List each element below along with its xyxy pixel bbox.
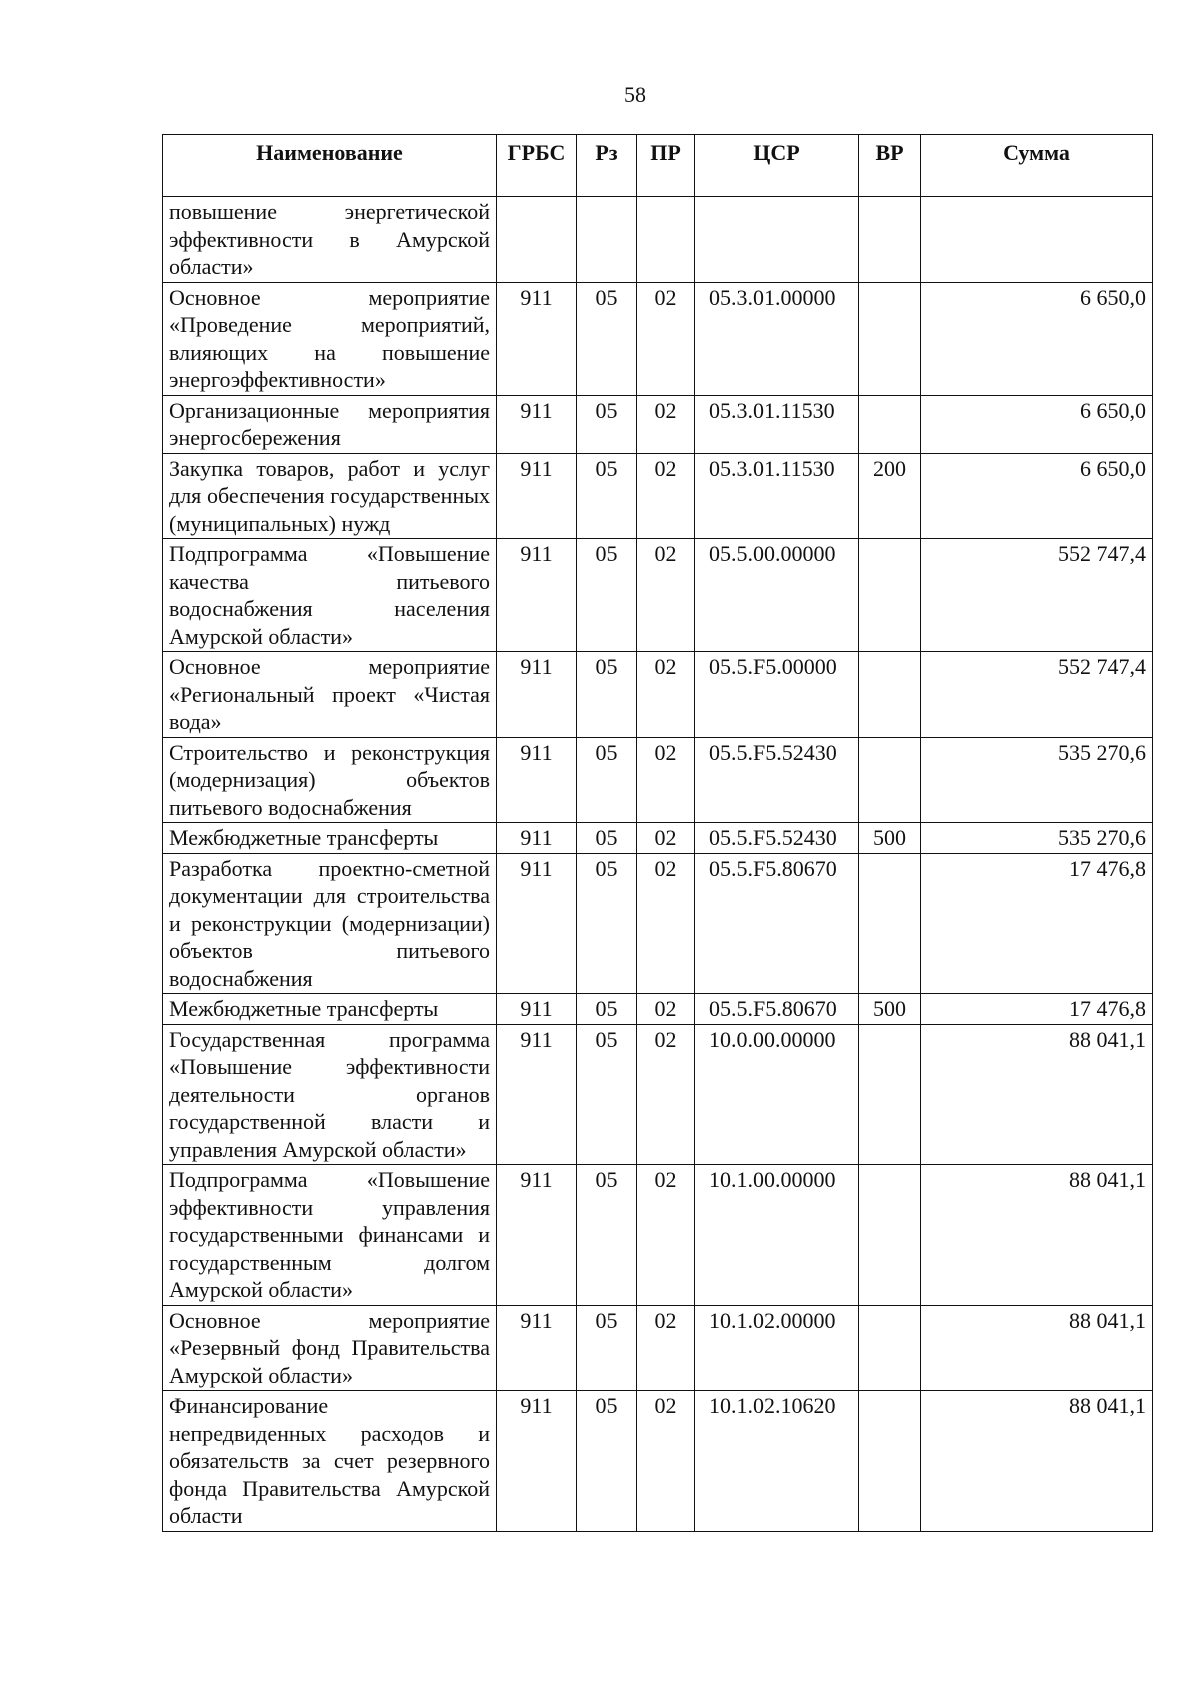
cell-csr: 10.1.02.10620 — [695, 1391, 859, 1532]
header-pr: ПР — [637, 135, 695, 197]
table-row — [163, 539, 1153, 652]
cell-pr: 02 — [637, 823, 695, 854]
cell-rz: 05 — [577, 539, 637, 652]
cell-name: Подпрограмма «Повышение качества питьевого водоснабжения населения Амурской области» — [163, 539, 497, 652]
cell-vr: 500 — [859, 823, 921, 854]
cell-pr — [637, 197, 695, 283]
cell-rz: 05 — [577, 282, 637, 395]
cell-grbs: 911 — [497, 1165, 577, 1306]
cell-grbs: 911 — [497, 737, 577, 823]
cell-rz: 05 — [577, 1165, 637, 1306]
cell-csr: 05.3.01.11530 — [695, 395, 859, 453]
cell-name: Основное мероприятие «Резервный фонд Правительства Амурской области» — [163, 1305, 497, 1391]
table-row — [163, 1391, 1153, 1532]
cell-grbs: 911 — [497, 1024, 577, 1165]
cell-grbs: 911 — [497, 395, 577, 453]
table-row — [163, 197, 1153, 283]
cell-vr — [859, 395, 921, 453]
cell-pr: 02 — [637, 994, 695, 1025]
header-name: Наименование — [163, 135, 497, 197]
cell-sum: 552 747,4 — [921, 539, 1153, 652]
cell-pr: 02 — [637, 737, 695, 823]
cell-pr: 02 — [637, 1165, 695, 1306]
cell-pr: 02 — [637, 1024, 695, 1165]
cell-pr: 02 — [637, 1305, 695, 1391]
cell-vr — [859, 539, 921, 652]
cell-csr: 05.3.01.00000 — [695, 282, 859, 395]
cell-grbs — [497, 197, 577, 283]
cell-vr: 200 — [859, 453, 921, 539]
cell-grbs: 911 — [497, 853, 577, 994]
cell-csr: 10.1.02.00000 — [695, 1305, 859, 1391]
cell-csr: 05.5.F5.80670 — [695, 994, 859, 1025]
cell-csr: 05.5.F5.52430 — [695, 737, 859, 823]
cell-grbs: 911 — [497, 282, 577, 395]
header-rz: Рз — [577, 135, 637, 197]
cell-pr: 02 — [637, 453, 695, 539]
cell-vr — [859, 1391, 921, 1532]
cell-pr: 02 — [637, 395, 695, 453]
cell-name: Государственная программа «Повышение эффективности деятельности органов государственной власти и управления Амурской области» — [163, 1024, 497, 1165]
cell-sum: 88 041,1 — [921, 1305, 1153, 1391]
table-row — [163, 652, 1153, 738]
cell-vr — [859, 282, 921, 395]
cell-name: Подпрограмма «Повышение эффективности управления государственными финансами и государственным долгом Амурской области» — [163, 1165, 497, 1306]
cell-rz: 05 — [577, 453, 637, 539]
cell-sum: 535 270,6 — [921, 737, 1153, 823]
cell-csr: 05.5.F5.52430 — [695, 823, 859, 854]
cell-sum: 535 270,6 — [921, 823, 1153, 854]
cell-pr: 02 — [637, 539, 695, 652]
cell-csr — [695, 197, 859, 283]
table-row — [163, 395, 1153, 453]
cell-vr — [859, 737, 921, 823]
cell-rz: 05 — [577, 853, 637, 994]
cell-name: Основное мероприятие «Проведение мероприятий, влияющих на повышение энергоэффективности» — [163, 282, 497, 395]
cell-grbs: 911 — [497, 453, 577, 539]
cell-pr: 02 — [637, 282, 695, 395]
cell-name: Межбюджетные трансферты — [163, 823, 497, 854]
cell-grbs: 911 — [497, 1305, 577, 1391]
cell-name: Финансирование непредвиденных расходов и обязательств за счет резервного фонда Правительства Амурской области — [163, 1391, 497, 1532]
cell-rz: 05 — [577, 652, 637, 738]
table-row — [163, 453, 1153, 539]
header-csr: ЦСР — [695, 135, 859, 197]
table-row — [163, 1305, 1153, 1391]
cell-name: Основное мероприятие «Региональный проект «Чистая вода» — [163, 652, 497, 738]
cell-csr: 05.3.01.11530 — [695, 453, 859, 539]
cell-csr: 05.5.F5.00000 — [695, 652, 859, 738]
table-row — [163, 853, 1153, 994]
cell-vr — [859, 197, 921, 283]
cell-rz — [577, 197, 637, 283]
cell-sum: 88 041,1 — [921, 1165, 1153, 1306]
cell-sum: 552 747,4 — [921, 652, 1153, 738]
cell-rz: 05 — [577, 1024, 637, 1165]
cell-sum: 88 041,1 — [921, 1391, 1153, 1532]
cell-name: Строительство и реконструкция (модернизация) объектов питьевого водоснабжения — [163, 737, 497, 823]
header-grbs: ГРБС — [497, 135, 577, 197]
cell-sum: 6 650,0 — [921, 453, 1153, 539]
cell-csr: 10.1.00.00000 — [695, 1165, 859, 1306]
cell-pr: 02 — [637, 1391, 695, 1532]
table-row — [163, 823, 1153, 854]
cell-rz: 05 — [577, 1305, 637, 1391]
cell-vr — [859, 1305, 921, 1391]
table-row — [163, 282, 1153, 395]
cell-rz: 05 — [577, 1391, 637, 1532]
cell-csr: 10.0.00.00000 — [695, 1024, 859, 1165]
cell-sum: 17 476,8 — [921, 994, 1153, 1025]
cell-grbs: 911 — [497, 823, 577, 854]
cell-name: Разработка проектно-сметной документации для строительства и реконструкции (модернизации) объектов питьевого водоснабжения — [163, 853, 497, 994]
cell-grbs: 911 — [497, 1391, 577, 1532]
cell-sum — [921, 197, 1153, 283]
table-row — [163, 1024, 1153, 1165]
cell-sum: 88 041,1 — [921, 1024, 1153, 1165]
cell-pr: 02 — [637, 652, 695, 738]
cell-name: Закупка товаров, работ и услуг для обеспечения государственных (муниципальных) нужд — [163, 453, 497, 539]
cell-grbs: 911 — [497, 539, 577, 652]
cell-pr: 02 — [637, 853, 695, 994]
page-number: 58 — [624, 82, 646, 107]
cell-csr: 05.5.F5.80670 — [695, 853, 859, 994]
cell-sum: 17 476,8 — [921, 853, 1153, 994]
cell-vr — [859, 652, 921, 738]
header-row — [163, 135, 1153, 197]
header-sum: Сумма — [921, 135, 1153, 197]
cell-grbs: 911 — [497, 652, 577, 738]
cell-vr — [859, 853, 921, 994]
cell-grbs: 911 — [497, 994, 577, 1025]
cell-name: Организационные мероприятия энергосбережения — [163, 395, 497, 453]
cell-rz: 05 — [577, 737, 637, 823]
table-row — [163, 994, 1153, 1025]
cell-vr — [859, 1024, 921, 1165]
cell-rz: 05 — [577, 994, 637, 1025]
cell-csr: 05.5.00.00000 — [695, 539, 859, 652]
cell-vr: 500 — [859, 994, 921, 1025]
cell-sum: 6 650,0 — [921, 282, 1153, 395]
header-vr: ВР — [859, 135, 921, 197]
budget-table — [162, 134, 1153, 1532]
cell-rz: 05 — [577, 823, 637, 854]
cell-sum: 6 650,0 — [921, 395, 1153, 453]
cell-vr — [859, 1165, 921, 1306]
cell-rz: 05 — [577, 395, 637, 453]
table-row — [163, 1165, 1153, 1306]
cell-name: Межбюджетные трансферты — [163, 994, 497, 1025]
cell-name: повышение энергетической эффективности в Амурской области» — [163, 197, 497, 283]
table-row — [163, 737, 1153, 823]
